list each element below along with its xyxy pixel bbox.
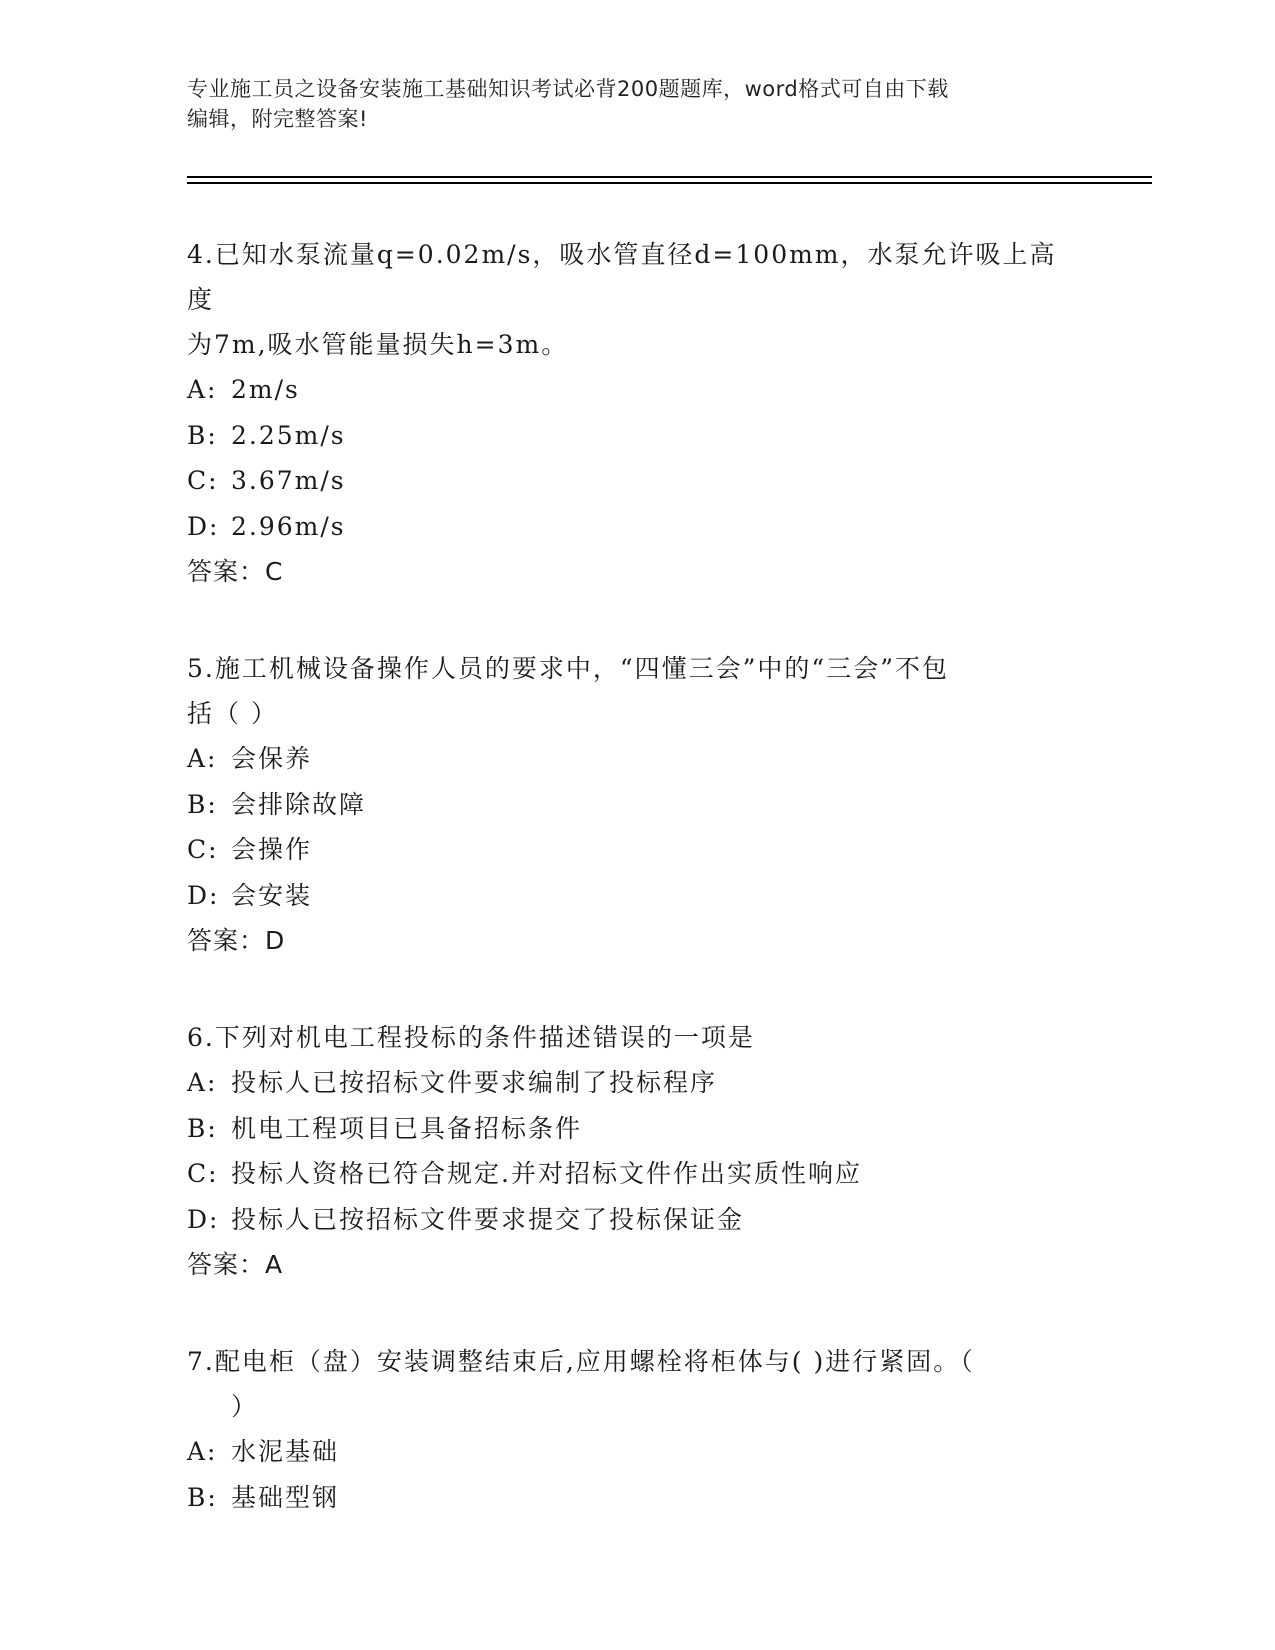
question-6 [187, 1015, 1067, 1287]
option-text: 2.96m/s [231, 511, 346, 541]
answer: 答案：D [187, 926, 286, 955]
option-b [187, 1475, 1067, 1521]
option-text: 会操作 [231, 835, 313, 864]
option-text: 会安装 [231, 880, 313, 910]
question-7 [187, 1339, 1067, 1520]
question-text-line: 7.配电柜（盘）安装调整结束后,应用螺栓将柜体与( )进行紧固。（ [187, 1347, 975, 1376]
option-letter: C: [187, 466, 219, 495]
question-list [187, 232, 1067, 1572]
option-text: 水泥基础 [231, 1437, 340, 1466]
option-a [187, 1060, 1067, 1106]
question-4 [187, 232, 1067, 594]
option-letter: B: [187, 789, 218, 819]
option-letter: B: [187, 1482, 218, 1512]
option-text: 会排除故障 [231, 789, 367, 819]
option-a [187, 367, 1067, 413]
option-letter: B: [187, 420, 218, 450]
option-text: 投标人已按招标文件要求编制了投标程序 [231, 1068, 718, 1097]
question-text-line: 为7m,吸水管能量损失h=3m。 [187, 330, 569, 359]
option-b [187, 413, 1067, 459]
question-text-line: 5.施工机械设备操作人员的要求中，“四懂三会”中的“三会”不包 [187, 654, 949, 683]
option-text: 2.25m/s [231, 420, 346, 450]
question-5 [187, 646, 1067, 963]
option-text: 会保养 [231, 744, 313, 773]
answer: 答案：A [187, 1250, 284, 1279]
question-text [187, 646, 1067, 736]
header-divider-top [187, 176, 1152, 178]
question-text-line: 6.下列对机电工程投标的条件描述错误的一项是 [187, 1023, 755, 1052]
option-text: 投标人资格已符合规定.并对招标文件作出实质性响应 [231, 1159, 862, 1188]
option-d [187, 1197, 1067, 1243]
option-d [187, 873, 1067, 919]
option-letter: D: [187, 511, 220, 541]
option-letter: B: [187, 1113, 218, 1143]
document-header [187, 74, 1077, 134]
question-text [187, 1339, 1067, 1429]
question-text [187, 1015, 1067, 1060]
option-letter: A: [187, 744, 218, 773]
option-text: 2m/s [231, 375, 300, 404]
option-text: 基础型钢 [231, 1482, 340, 1512]
option-text: 3.67m/s [231, 466, 346, 495]
option-letter: D: [187, 1204, 220, 1234]
option-text: 机电工程项目已具备招标条件 [231, 1113, 583, 1143]
question-text [187, 232, 1067, 367]
question-text-line: ） [231, 1392, 259, 1421]
answer: 答案：C [187, 557, 284, 586]
option-letter: A: [187, 1437, 218, 1466]
question-text-line: 4.已知水泵流量q=0.02m/s，吸水管直径d=100mm，水泵允许吸上高度 [187, 240, 1057, 314]
header-line-1: 专业施工员之设备安装施工基础知识考试必背200题题库，word格式可自由下载 [187, 77, 949, 101]
option-text: 投标人已按招标文件要求提交了投标保证金 [231, 1204, 745, 1234]
option-d [187, 504, 1067, 550]
option-a [187, 736, 1067, 782]
option-c [187, 827, 1067, 873]
option-letter: A: [187, 375, 218, 404]
option-b [187, 1106, 1067, 1152]
option-letter: C: [187, 1159, 219, 1188]
option-letter: D: [187, 880, 220, 910]
option-c [187, 458, 1067, 504]
option-b [187, 782, 1067, 828]
question-text-line: 括（ ） [187, 699, 278, 728]
option-a [187, 1429, 1067, 1475]
option-letter: A: [187, 1068, 218, 1097]
option-letter: C: [187, 835, 219, 864]
option-c [187, 1151, 1067, 1197]
header-line-2: 编辑，附完整答案! [187, 107, 368, 131]
header-divider-bottom [187, 182, 1152, 184]
